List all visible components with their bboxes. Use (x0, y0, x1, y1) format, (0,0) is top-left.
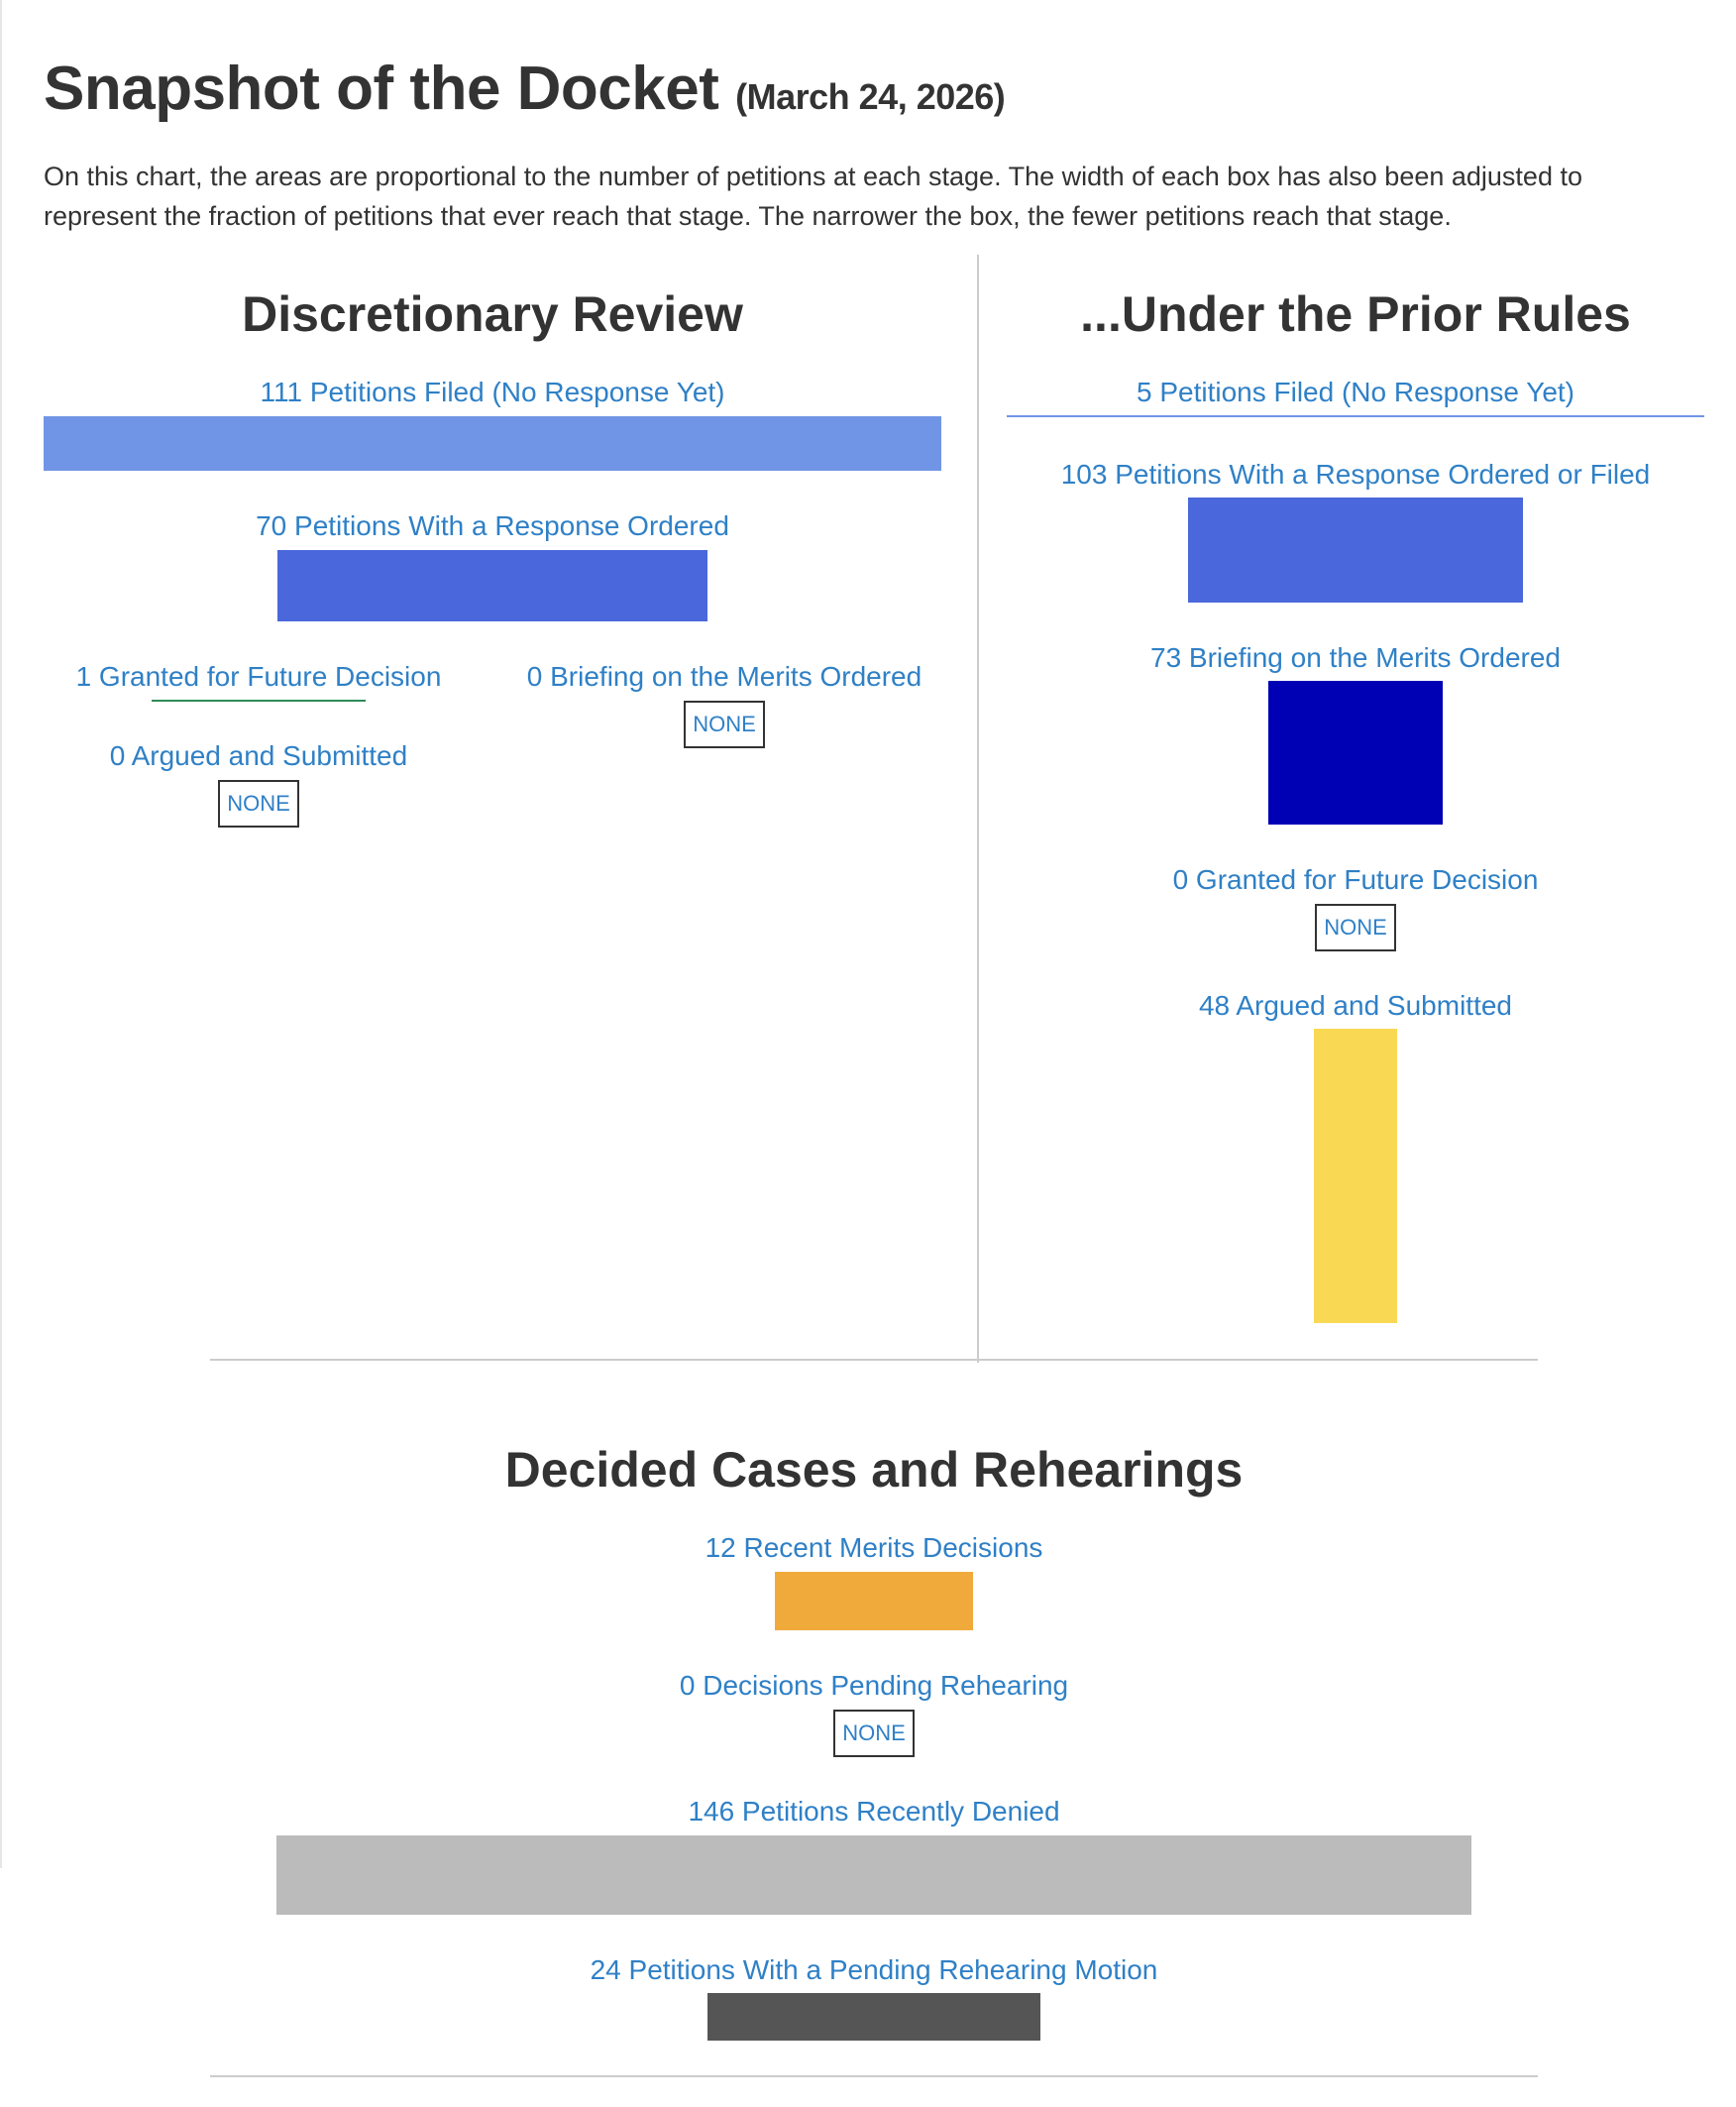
page-date: (March 24, 2026) (735, 76, 1006, 117)
disc-filed-bar (44, 416, 941, 471)
decided-rehearing-motion-label[interactable]: 24 Petitions With a Pending Rehearing Motion (590, 1954, 1158, 1985)
prior-briefing-bar (1268, 681, 1443, 825)
disc-response-label[interactable]: 70 Petitions With a Response Ordered (256, 510, 729, 541)
decided-pending-rehearing-label[interactable]: 0 Decisions Pending Rehearing (679, 1670, 1069, 1701)
disc-argued-label[interactable]: 0 Argued and Submitted (109, 740, 408, 771)
prior-response-bar (1188, 498, 1523, 603)
decided-heading: Decided Cases and Rehearings (504, 1442, 1244, 1497)
page-title-text: Snapshot of the Docket (44, 55, 719, 123)
intro-text: On this chart, the areas are proportional to the number of petitions at each stage. The width of each box has also been adjusted to represent the fraction of petitions that ever reach that stage. The narrower the box, the fewer petitions reach that stage. (44, 162, 1582, 231)
decided-denied-bar (276, 1835, 1471, 1915)
bottom-divider (210, 2075, 1538, 2077)
decided-merits-bar (775, 1572, 973, 1630)
prior-argued-bar (1314, 1029, 1397, 1323)
decided-rehearing-motion-bar (707, 1993, 1040, 2041)
disc-argued-none-box: NONE (218, 780, 299, 828)
decided-denied-label[interactable]: 146 Petitions Recently Denied (688, 1796, 1060, 1827)
prior-filed-bar (1007, 415, 1704, 417)
discretionary-heading: Discretionary Review (242, 286, 743, 342)
disc-filed-label[interactable]: 111 Petitions Filed (No Response Yet) (260, 377, 725, 407)
decided-merits-label[interactable]: 12 Recent Merits Decisions (705, 1532, 1043, 1563)
prior-granted-label[interactable]: 0 Granted for Future Decision (1172, 864, 1539, 895)
disc-response-bar (277, 550, 707, 621)
disc-briefing-label[interactable]: 0 Briefing on the Merits Ordered (526, 661, 922, 692)
decided-pending-rehearing-none-box: NONE (833, 1710, 915, 1757)
column-divider (977, 255, 979, 1363)
disc-granted-bar (152, 700, 366, 702)
disc-granted-label[interactable]: 1 Granted for Future Decision (75, 661, 442, 692)
prior-filed-label[interactable]: 5 Petitions Filed (No Response Yet) (1136, 377, 1575, 407)
prior-rules-heading: ...Under the Prior Rules (1080, 286, 1631, 342)
page-left-rule (0, 0, 2, 1868)
prior-briefing-label[interactable]: 73 Briefing on the Merits Ordered (1150, 642, 1561, 673)
disc-briefing-none-box: NONE (684, 701, 765, 748)
prior-response-label[interactable]: 103 Petitions With a Response Ordered or Filed (1060, 459, 1651, 490)
upper-section-divider (210, 1359, 1538, 1361)
prior-granted-none-box: NONE (1315, 904, 1396, 951)
prior-argued-label[interactable]: 48 Argued and Submitted (1198, 990, 1512, 1021)
page-title (44, 54, 1005, 124)
